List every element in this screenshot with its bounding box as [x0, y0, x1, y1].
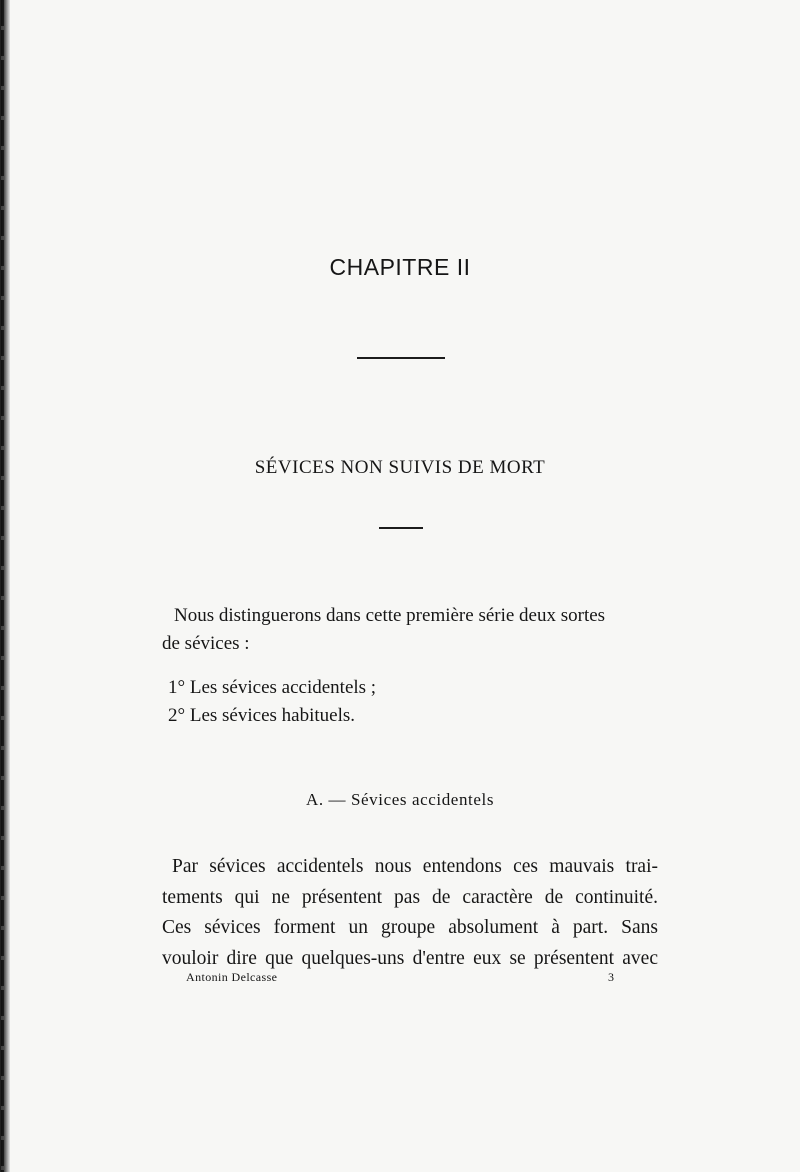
separator-rule-short	[379, 527, 423, 529]
body-line: Ces sévices forment un groupe absolument à part. Sans	[162, 917, 658, 938]
body-paragraph	[162, 852, 658, 974]
intro-line: Nous distinguerons dans cette première série deux sortes	[174, 605, 606, 626]
intro-line: de sévices :	[162, 633, 250, 654]
list-item: 2° Les sévices habituels.	[168, 705, 355, 726]
list-item: 1° Les sévices accidentels ;	[168, 677, 377, 698]
chapter-title: SÉVICES NON SUIVIS DE MORT	[254, 457, 546, 478]
footer-author: Antonin Delcasse	[186, 970, 278, 984]
body-line: vouloir dire que quelques-uns d'entre eux se présentent avec	[162, 947, 658, 969]
chapter-heading: CHAPITRE II	[329, 254, 471, 280]
intro-paragraph	[162, 602, 662, 658]
page-footer	[0, 970, 800, 990]
sevices-list	[168, 674, 376, 730]
body-line: Par sévices accidentels nous entendons ces mauvais trai-	[172, 856, 658, 877]
binding-texture	[1, 0, 4, 1172]
body-line: tements qui ne présentent pas de caractère de continuité.	[162, 886, 658, 908]
page-number: 3	[608, 970, 614, 984]
subsection-heading: A. — Sévices accidentels	[305, 790, 495, 809]
separator-rule	[357, 357, 445, 359]
